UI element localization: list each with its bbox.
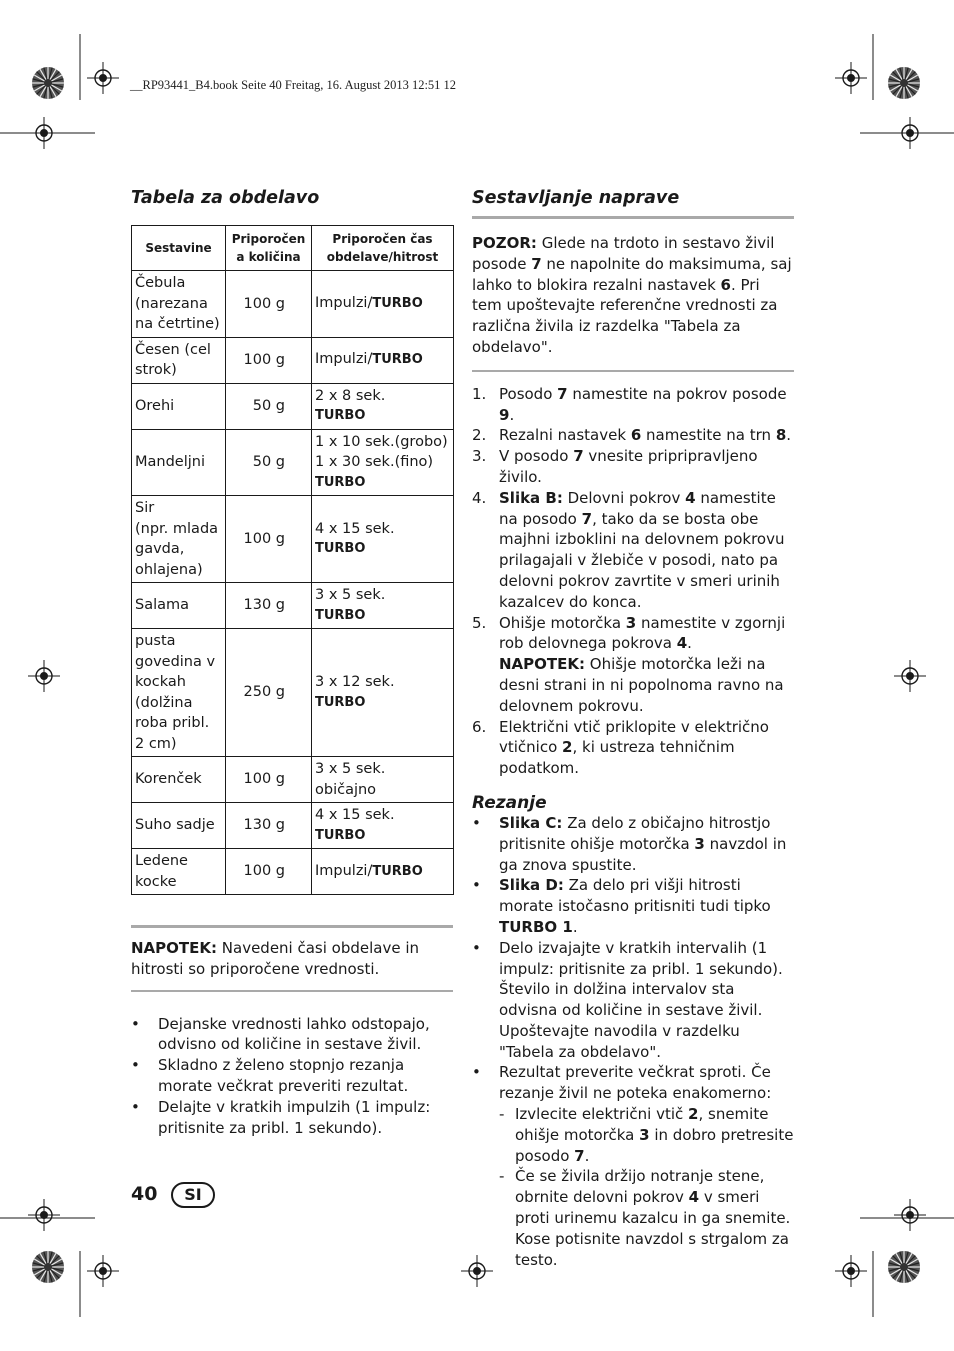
warning-bold: 7 [531, 254, 542, 273]
turbo-label: TURBO [315, 694, 366, 710]
step-text: namestite na posodo [499, 488, 776, 528]
time-line [315, 293, 450, 315]
column-header-quantity: Priporočen a količina [226, 226, 312, 271]
step-bold: 4 [685, 488, 696, 507]
time-text: Impulzi/ [315, 351, 373, 368]
table-row [132, 429, 454, 496]
sub-item-body [515, 1105, 793, 1165]
bullet-glyph: • [131, 1056, 140, 1075]
time-line [315, 861, 450, 883]
ingredient-line: Mandeljni [135, 454, 205, 470]
time-cell [312, 583, 454, 629]
step-bold: 3 [625, 613, 637, 632]
list-item-body [499, 814, 786, 874]
ingredient-line: kockah [135, 674, 186, 690]
quantity-cell: 100 g [226, 757, 312, 803]
cut-text: Za delo z običajno hitrostjo pritisnite ohišje motorčka [499, 813, 771, 853]
step-text: , tako da se bosta obe majhni izboklini na delovnem pokrovu prilagajali v žlebiče v posodi, nato pa delovni pokrov zavrtite v smeri urinih kazalcev do konca. [499, 509, 785, 611]
sub-bold: 2 [688, 1105, 699, 1124]
ingredient-line: Ledene [135, 853, 188, 869]
step-bold: 7 [581, 509, 593, 528]
time-cell [312, 757, 454, 803]
step-bold: 7 [557, 384, 568, 403]
step-text: Ohišje motorčka leži na desni strani in ni popolnoma ravno na delovnem pokrovu. [499, 655, 784, 715]
step-bold: 2 [562, 738, 573, 757]
cut-text: Delo izvajajte v kratkih intervalih (1 impulz: pritisnite za pribl. 1 sekundo). Število in dolžina intervalov sta odvisna od količine in sestave živil. Upoštevajte navodila v razdelku "Tabela za obdelavo". [499, 938, 783, 1061]
step-item [472, 613, 794, 717]
list-item-body [499, 876, 771, 936]
ingredient-cell [132, 803, 226, 849]
section-divider [472, 216, 794, 219]
right-column [472, 186, 794, 1270]
step-bold: NAPOTEK: [499, 655, 586, 674]
ingredient-line: kocke [135, 873, 177, 890]
turbo-label: TURBO [315, 827, 366, 843]
ingredient-cell [132, 429, 226, 496]
quantity-cell: 100 g [226, 337, 312, 383]
ingredient-line: gavda, [135, 541, 185, 557]
time-text: 1 x 30 sek.(fino) [315, 454, 434, 470]
time-text: Impulzi/ [315, 862, 373, 879]
turbo-label: TURBO [315, 541, 366, 556]
time-line [315, 805, 450, 826]
step-number: 5. [472, 613, 487, 632]
warning-bold: POZOR: [472, 234, 537, 252]
ingredient-line: (dolžina [135, 694, 193, 711]
ingredient-line: roba pribl. [135, 715, 210, 731]
time-line [315, 585, 450, 606]
list-item [472, 938, 794, 1063]
step-text: Električni vtič priklopite v električno vtičnico [499, 717, 769, 757]
list-item-body [499, 1063, 771, 1102]
ingredient-line: Sir [135, 500, 155, 516]
sub-list [499, 1104, 794, 1270]
list-item-text: Skladno z želeno stopnjo rezanja morate večkrat preveriti rezultat. [158, 1056, 409, 1095]
registration-mark [894, 660, 926, 692]
table-row [132, 337, 454, 383]
sub-text: , snemite ohišje motorčka [515, 1105, 769, 1144]
cut-text: Rezultat preverite večkrat sproti. Če rezanje živil ne poteka enakomerno: [499, 1063, 772, 1103]
time-text: običajno [315, 781, 377, 798]
list-item [131, 1097, 453, 1139]
table-header-row [132, 226, 454, 271]
step-body [499, 614, 785, 715]
time-text: 2 x 8 sek. [315, 387, 386, 404]
registration-mark [87, 62, 119, 94]
turbo-label: TURBO [315, 474, 366, 490]
time-text: 4 x 15 sek. [315, 807, 395, 823]
ingredient-line: (npr. mlada [135, 520, 219, 537]
step-item [472, 488, 794, 613]
step-bold: 7 [573, 447, 584, 466]
step-number: 6. [472, 717, 487, 736]
bullet-glyph: • [472, 876, 481, 895]
bullet-glyph: • [472, 813, 481, 832]
sub-item-body [515, 1167, 790, 1268]
time-line [315, 386, 450, 407]
note-label: NAPOTEK: [131, 939, 218, 957]
ingredient-line: Korenček [135, 771, 202, 788]
list-item-text: Dejanske vrednosti lahko odstopajo, odvisno od količine in sestave živil. [158, 1014, 430, 1054]
registration-mark [28, 117, 60, 149]
cut-text: Za delo pri višji hitrosti morate istočasno pritisniti tudi tipko [499, 876, 771, 916]
time-cell [312, 849, 454, 895]
list-item [131, 1014, 453, 1056]
step-text: . [687, 634, 692, 653]
ingredient-line: (narezana [135, 295, 208, 312]
step-item [472, 446, 794, 488]
color-dial-mark [888, 67, 920, 99]
page-number: 40 [131, 1183, 158, 1205]
note-text: Navedeni časi obdelave in hitrosti so priporočene vrednosti. [131, 939, 420, 978]
section-divider [131, 925, 453, 928]
ingredient-cell [132, 271, 226, 338]
ingredient-line: Orehi [135, 397, 175, 414]
step-text: namestite v zgornji rob delovnega pokrova [499, 613, 786, 653]
dash-glyph: - [499, 1105, 505, 1124]
ingredient-cell [132, 629, 226, 757]
registration-mark [835, 1255, 867, 1287]
ingredient-cell [132, 496, 226, 583]
step-number: 4. [472, 488, 487, 507]
ingredient-line: govedina v [135, 653, 216, 670]
warning-bold: 6 [720, 275, 731, 294]
list-item [472, 875, 794, 937]
turbo-label: TURBO [372, 352, 423, 368]
registration-mark [28, 660, 60, 692]
step-text: . [509, 405, 515, 424]
dash-glyph: - [499, 1167, 505, 1186]
table-row [132, 803, 454, 849]
ingredient-line: Česen (cel [135, 341, 211, 358]
table-row [132, 583, 454, 629]
cut-text: navzdol in ga znova spustite. [499, 834, 787, 874]
time-cell [312, 629, 454, 757]
list-item [472, 1062, 794, 1270]
language-badge: SI [171, 1182, 215, 1208]
sub-text: in dobro pretresite posodo [515, 1125, 794, 1165]
ingredient-line: strok) [135, 362, 177, 378]
ingredient-line: ohlajena) [135, 561, 203, 578]
table-row [132, 757, 454, 803]
color-dial-mark [32, 1251, 64, 1283]
sub-bold: 7 [574, 1146, 585, 1165]
step-text: Delovni pokrov [562, 488, 686, 507]
sub-text: . [584, 1146, 590, 1165]
sub-bold: 3 [639, 1125, 650, 1144]
time-cell [312, 803, 454, 849]
step-text: V posodo [499, 447, 574, 466]
cut-bold: Slika D: [499, 876, 564, 895]
quantity-cell: 100 g [226, 496, 312, 583]
step-body [499, 718, 769, 778]
step-number: 1. [472, 384, 487, 403]
ingredient-cell [132, 337, 226, 383]
turbo-label: TURBO [372, 296, 423, 311]
registration-mark [894, 117, 926, 149]
assembly-steps-list [472, 384, 794, 779]
quantity-cell: 50 g [226, 429, 312, 496]
quantity-cell: 100 g [226, 849, 312, 895]
cutting-instructions-list [472, 813, 794, 1271]
section-divider [472, 370, 794, 372]
time-line [315, 672, 450, 693]
step-bold: 8 [775, 426, 787, 445]
step-text: vnesite pripripravljeno živilo. [499, 447, 758, 486]
time-text: 1 x 10 sek.(grobo) [315, 433, 448, 450]
table-row [132, 271, 454, 338]
step-text: namestite na trn [641, 426, 776, 445]
time-line [315, 780, 450, 801]
time-text: 3 x 5 sek. [315, 761, 386, 777]
step-item [472, 384, 794, 426]
sub-text: v smeri proti urinemu kazalcu in ga snemite. Kose potisnite navzdol s strgalom za testo. [515, 1188, 791, 1269]
quantity-cell: 250 g [226, 629, 312, 757]
table-section-title: Tabela za obdelavo [131, 188, 320, 208]
time-cell [312, 383, 454, 429]
time-line [315, 349, 450, 371]
column-header-ingredients: Sestavine [132, 226, 226, 271]
step-bold: Slika B: [499, 488, 563, 507]
sub-list-item [499, 1104, 794, 1166]
step-body [499, 447, 758, 486]
table-row [132, 849, 454, 895]
quantity-cell: 50 g [226, 383, 312, 429]
time-cell [312, 337, 454, 383]
ingredient-cell [132, 757, 226, 803]
step-text: , ki ustreza tehničnim podatkom. [499, 738, 735, 778]
time-cell [312, 429, 454, 496]
time-line [315, 759, 450, 780]
time-line [315, 519, 450, 540]
step-body [499, 489, 784, 611]
registration-mark [835, 62, 867, 94]
cut-bold: TURBO 1 [499, 917, 573, 936]
color-dial-mark [888, 1251, 920, 1283]
step-bold: 9 [499, 405, 510, 424]
step-bold: 6 [630, 426, 642, 445]
ingredient-line: 2 cm) [135, 735, 177, 752]
cut-text: . [572, 917, 578, 936]
table-row [132, 383, 454, 429]
note-paragraph [131, 938, 453, 980]
quantity-cell: 130 g [226, 803, 312, 849]
list-item [131, 1055, 453, 1097]
tips-list [131, 1014, 453, 1139]
time-cell [312, 271, 454, 338]
step-body [499, 385, 787, 424]
print-header: __RP93441_B4.book Seite 40 Freitag, 16. August 2013 12:51 12 [130, 78, 457, 92]
ingredient-line: Čebula [135, 275, 186, 291]
table-row [132, 496, 454, 583]
time-text: Impulzi/ [315, 295, 373, 311]
warning-text: ne napolnite do maksimuma, saj lahko to blokira rezalni nastavek [472, 254, 792, 294]
turbo-label: TURBO [372, 863, 423, 879]
step-number: 2. [472, 426, 487, 445]
step-item [472, 717, 794, 779]
step-text: Posodo [499, 384, 558, 403]
bullet-glyph: • [472, 938, 481, 957]
table-row [132, 629, 454, 757]
column-header-time: Priporočen čas obdelave/hitrost [312, 226, 454, 271]
time-line [315, 432, 450, 453]
sub-text: Izvlecite električni vtič [515, 1105, 689, 1124]
warning-paragraph [472, 233, 794, 358]
step-bold: 4 [676, 634, 688, 653]
step-text: namestite na pokrov posode [567, 384, 787, 403]
time-text: 4 x 15 sek. [315, 520, 395, 537]
turbo-label: TURBO [315, 607, 366, 623]
sub-text: Če se živila držijo notranje stene, obrnite delovni pokrov [515, 1167, 765, 1207]
warning-text: . Pri tem upoštevajte referenčne vrednosti za različna živila iz razdelka "Tabela za obdelavo". [472, 275, 778, 356]
time-cell [312, 496, 454, 583]
assembly-section-title: Sestavljanje naprave [472, 188, 680, 208]
bullet-glyph: • [131, 1097, 140, 1116]
cut-bold: 3 [694, 834, 705, 853]
list-item-text: Delajte v kratkih impulzih (1 impulz: pritisnite za pribl. 1 sekundo). [158, 1097, 431, 1137]
ingredient-cell [132, 383, 226, 429]
time-text: 3 x 5 sek. [315, 587, 386, 603]
step-number: 3. [472, 447, 487, 466]
cut-bold: Slika C: [499, 813, 563, 832]
bullet-glyph: • [131, 1014, 140, 1033]
time-line [315, 452, 450, 473]
ingredient-line: na četrtine) [135, 316, 220, 332]
left-column [131, 186, 453, 1138]
ingredient-line: Salama [135, 597, 190, 614]
ingredient-line: Suho sadje [135, 817, 215, 834]
ingredient-line: pusta [135, 633, 176, 649]
cutting-subtitle: Rezanje [472, 792, 547, 813]
list-item-body [499, 939, 783, 1061]
ingredient-cell [132, 583, 226, 629]
bullet-glyph: • [472, 1063, 481, 1082]
section-divider [131, 990, 453, 992]
step-item [472, 425, 794, 446]
turbo-label: TURBO [315, 408, 366, 423]
color-dial-mark [32, 67, 64, 99]
sub-list-item [499, 1166, 794, 1270]
ingredient-cell [132, 849, 226, 895]
warning-text: Glede na trdoto in sestavo živil posode [472, 234, 775, 273]
quantity-cell: 100 g [226, 271, 312, 338]
step-body [499, 426, 791, 444]
registration-mark [87, 1255, 119, 1287]
registration-mark [894, 1199, 926, 1231]
step-text: . [786, 426, 792, 445]
registration-mark [28, 1199, 60, 1231]
time-text: 3 x 12 sek. [315, 674, 395, 690]
step-text: Rezalni nastavek [499, 426, 631, 445]
list-item [472, 813, 794, 875]
quantity-cell: 130 g [226, 583, 312, 629]
step-text: Ohišje motorčka [499, 613, 626, 632]
sub-bold: 4 [688, 1188, 700, 1207]
processing-table [131, 225, 454, 895]
